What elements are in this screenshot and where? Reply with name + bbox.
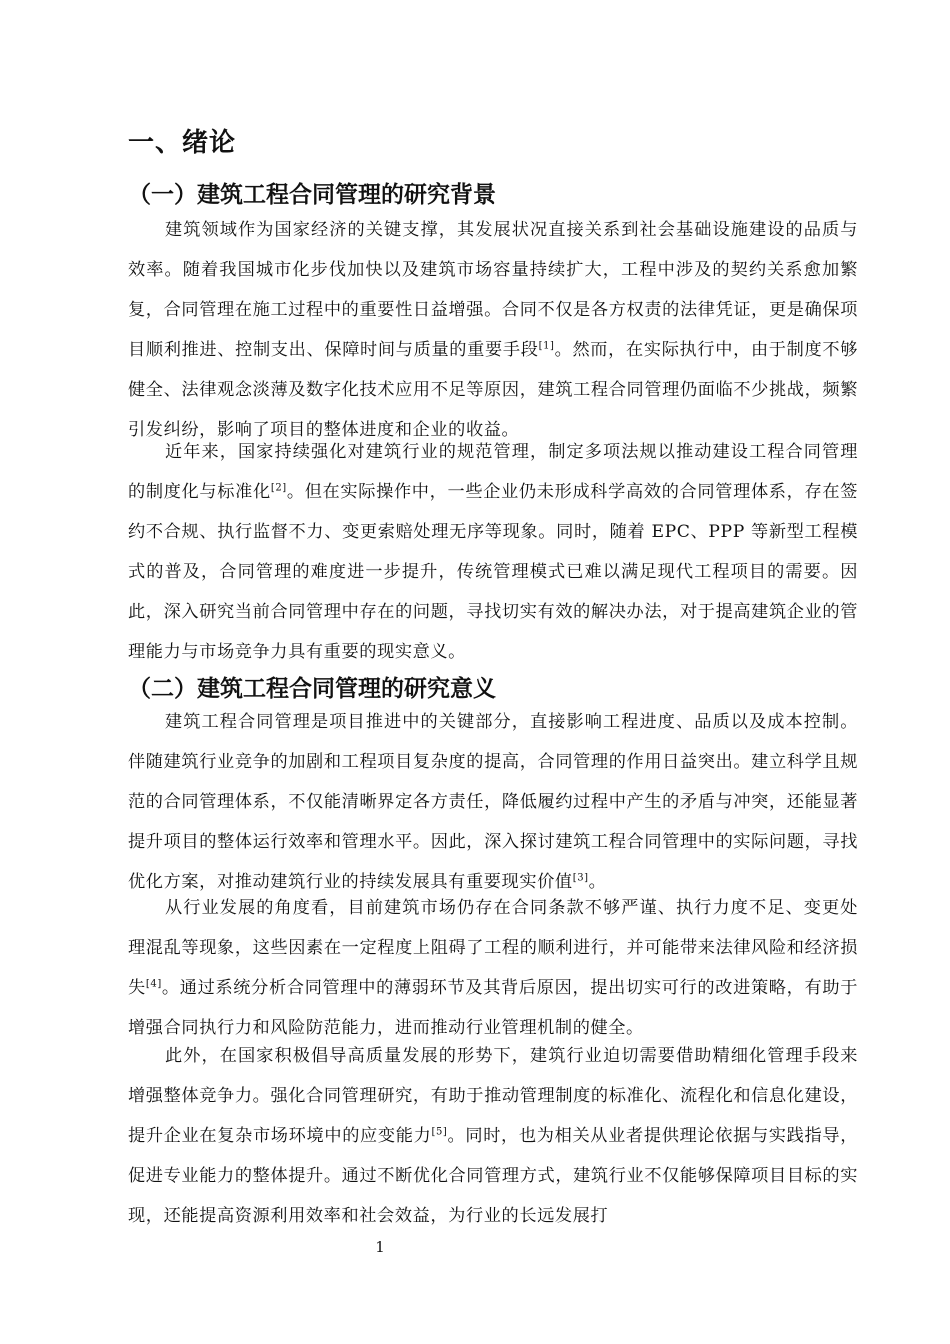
section-heading-background: （一）建筑工程合同管理的研究背景 bbox=[128, 182, 496, 208]
paragraph bbox=[128, 1036, 858, 1236]
paragraph-text: 建筑工程合同管理是项目推进中的关键部分，直接影响工程进度、品质以及成本控制。伴随建筑行业竞争的加剧和工程项目复杂度的提高，合同管理的作用日益突出。建立科学且规范的合同管理体系，不仅能清晰界定各方责任，降低履约过程中产生的矛盾与冲突，还能显著提升项目的整体运行效率和管理水平。因此，深入探讨建筑工程合同管理中的实际问题，寻找优化方案，对推动建筑行业的持续发展具有重要现实价值 bbox=[128, 712, 858, 892]
citation-ref: [2] bbox=[270, 482, 287, 494]
paragraph bbox=[128, 432, 858, 672]
paragraph-text: 建筑领域作为国家经济的关键支撑，其发展状况直接关系到社会基础设施建设的品质与效率。随着我国城市化步伐加快以及建筑市场容量持续扩大，工程中涉及的契约关系愈加繁复，合同管理在施工过程中的重要性日益增强。合同不仅是各方权责的法律凭证，更是确保项目顺利推进、控制支出、保障时间与质量的重要手段 bbox=[128, 220, 858, 360]
paragraph-text: 近年来，国家持续强化对建筑行业的规范管理，制定多项法规以推动建设工程合同管理的制度化与标准化 bbox=[128, 442, 858, 502]
page-number: 1 bbox=[375, 1238, 385, 1256]
paragraph-text: 。通过系统分析合同管理中的薄弱环节及其背后原因，提出切实可行的改进策略，有助于增强合同执行力和风险防范能力，进而推动行业管理机制的健全。 bbox=[128, 978, 858, 1038]
paragraph-text: 从行业发展的角度看，目前建筑市场仍存在合同条款不够严谨、执行力度不足、变更处理混乱等现象，这些因素在一定程度上阻碍了工程的顺利进行，并可能带来法律风险和经济损失 bbox=[128, 898, 858, 998]
paragraph-text: 。 bbox=[588, 872, 607, 892]
paragraph-text: 此外，在国家积极倡导高质量发展的形势下，建筑行业迫切需要借助精细化管理手段来增强整体竞争力。强化合同管理研究，有助于推动管理制度的标准化、流程化和信息化建设，提升企业在复杂市场环境中的应变能力 bbox=[128, 1046, 858, 1146]
citation-ref: [4] bbox=[145, 978, 162, 990]
citation-ref: [5] bbox=[431, 1126, 448, 1138]
paragraph bbox=[128, 210, 858, 450]
paragraph bbox=[128, 888, 858, 1048]
citation-ref: [3] bbox=[572, 872, 589, 884]
paragraph-text: 。但在实际操作中，一些企业仍未形成科学高效的合同管理体系，存在签约不合规、执行监督不力、变更索赔处理无序等现象。同时，随着 EPC、PPP 等新型工程模式的普及，合同管理的难度进一步提升，传统管理模式已难以满足现代工程项目的需要。因此，深入研究当前合同管理中存在的问题，寻找切实有效的解决办法，对于提高建筑企业的管理能力与市场竞争力具有重要的现实意义。 bbox=[128, 482, 858, 662]
paragraph-text: 。同时，也为相关从业者提供理论依据与实践指导，促进专业能力的整体提升。通过不断优化合同管理方式，建筑行业不仅能够保障项目目标的实现，还能提高资源利用效率和社会效益，为行业的长远发展打 bbox=[128, 1126, 858, 1226]
citation-ref: [1] bbox=[538, 340, 555, 352]
section-heading-significance: （二）建筑工程合同管理的研究意义 bbox=[128, 676, 496, 702]
paragraph bbox=[128, 702, 858, 902]
paragraph-text: 。然而，在实际执行中，由于制度不够健全、法律观念淡薄及数字化技术应用不足等原因，建筑工程合同管理仍面临不少挑战，频繁引发纠纷，影响了项目的整体进度和企业的收益。 bbox=[128, 340, 858, 440]
chapter-heading: 一、绪论 bbox=[128, 128, 237, 158]
